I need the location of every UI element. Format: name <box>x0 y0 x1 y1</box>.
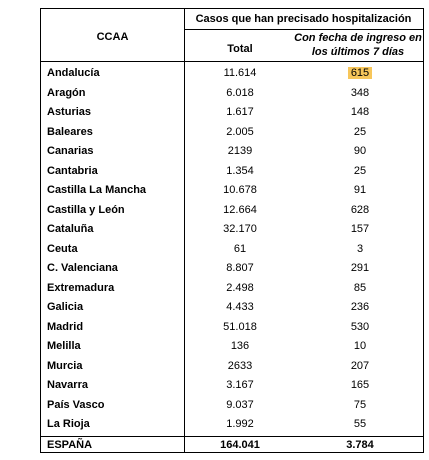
recent-value-text: 157 <box>350 223 370 235</box>
recent-value <box>296 399 424 411</box>
total-value: 136 <box>230 340 250 352</box>
region-name: Baleares <box>47 125 93 138</box>
total-value: 2.498 <box>226 281 254 294</box>
table-row <box>41 103 423 123</box>
table-row <box>41 220 423 240</box>
recent-value <box>296 106 424 118</box>
recent-value <box>296 126 424 138</box>
recent-value-text: 207 <box>350 359 370 372</box>
region-name: Castilla y León <box>47 203 125 216</box>
recent-value-text: 291 <box>350 262 370 274</box>
region-name: Andalucía <box>47 67 100 79</box>
region-name: Galicia <box>47 301 84 313</box>
recent-value <box>296 379 424 391</box>
table-row <box>41 123 423 143</box>
total-value: 1.992 <box>226 418 254 430</box>
group-header-rule <box>184 29 423 30</box>
total-value: 2633 <box>227 359 253 372</box>
total-value: 3.167 <box>226 379 254 391</box>
recent-value <box>296 360 424 372</box>
total-value: 61 <box>233 242 247 255</box>
total-value: 10.678 <box>223 184 257 196</box>
region-name: La Rioja <box>47 418 90 430</box>
recent-column-header <box>288 31 428 59</box>
table-row <box>41 396 423 416</box>
group-header: Casos que han precisado hospitalización <box>195 13 412 25</box>
total-value: 9.037 <box>226 398 254 411</box>
total-value: 11.614 <box>223 67 257 79</box>
region-name: País Vasco <box>47 398 105 411</box>
table-row <box>41 201 423 221</box>
recent-value <box>296 301 424 313</box>
recent-value <box>296 282 424 294</box>
hospitalization-table <box>40 8 424 453</box>
recent-value <box>296 321 424 333</box>
table-body <box>41 64 423 435</box>
region-name: Canarias <box>47 145 94 157</box>
recent-value-text: 25 <box>353 164 367 177</box>
recent-value <box>296 223 424 235</box>
total-value: 2.005 <box>226 125 254 138</box>
recent-value <box>296 243 424 255</box>
recent-value-text: 55 <box>353 418 367 430</box>
total-value: 51.018 <box>223 320 257 333</box>
total-value: 6.018 <box>226 86 254 99</box>
total-value: 4.433 <box>226 301 254 313</box>
table-row <box>41 240 423 260</box>
region-name: Extremadura <box>47 281 115 294</box>
recent-value-text: 530 <box>350 320 370 333</box>
recent-value <box>296 340 424 352</box>
region-name: Asturias <box>47 106 92 118</box>
region-name: Melilla <box>47 340 81 352</box>
table-row <box>41 337 423 357</box>
region-name: Navarra <box>47 379 88 391</box>
total-column-header: Total <box>227 43 253 55</box>
recent-value-text: 3 <box>356 242 364 255</box>
total-value: 12.664 <box>223 203 257 216</box>
recent-value <box>296 184 424 196</box>
recent-value-text: 628 <box>350 203 370 216</box>
total-value: 1.617 <box>226 106 254 118</box>
table-row <box>41 181 423 201</box>
table-row <box>41 318 423 338</box>
region-name: Castilla La Mancha <box>47 184 147 196</box>
recent-value <box>296 67 424 79</box>
recent-value-text: 25 <box>353 125 367 138</box>
recent-value-text: 348 <box>350 86 370 99</box>
recent-value-text: 148 <box>350 106 370 118</box>
recent-value-text: 615 <box>348 67 372 79</box>
table-row <box>41 84 423 104</box>
totals-name: ESPAÑA <box>47 439 93 451</box>
recent-value-text: 10 <box>353 340 367 352</box>
region-name: Cantabria <box>47 164 98 177</box>
region-name: Cataluña <box>47 223 94 235</box>
total-value: 8.807 <box>226 262 254 274</box>
region-name: Madrid <box>47 320 84 333</box>
table-row <box>41 298 423 318</box>
recent-value-text: 85 <box>353 281 367 294</box>
recent-value-text: 165 <box>350 379 370 391</box>
recent-value-text: 91 <box>353 184 367 196</box>
recent-value-text: 236 <box>350 301 370 313</box>
recent-value <box>296 204 424 216</box>
recent-column-header-line1: Con fecha de ingreso en <box>294 32 422 44</box>
table-row <box>41 376 423 396</box>
recent-value-text: 90 <box>353 145 367 157</box>
region-name: Aragón <box>47 86 86 99</box>
recent-value <box>296 262 424 274</box>
totals-total: 164.041 <box>220 439 260 451</box>
table-row <box>41 415 423 435</box>
table-row <box>41 162 423 182</box>
table-row <box>41 142 423 162</box>
recent-value <box>296 165 424 177</box>
totals-row <box>41 437 423 453</box>
total-value: 2139 <box>227 145 253 157</box>
recent-column-header-line2: los últimos 7 días <box>311 46 405 58</box>
recent-value-text: 75 <box>353 398 367 411</box>
totals-recent: 3.784 <box>346 439 374 451</box>
region-name: Murcia <box>47 359 83 372</box>
region-column-header: CCAA <box>96 31 129 43</box>
region-name: Ceuta <box>47 242 78 255</box>
recent-value <box>296 145 424 157</box>
total-value: 32.170 <box>223 223 257 235</box>
table-row <box>41 259 423 279</box>
header-rule <box>41 61 423 62</box>
recent-value <box>296 418 424 430</box>
region-name: C. Valenciana <box>47 262 118 274</box>
total-value: 1.354 <box>226 164 254 177</box>
table-row <box>41 64 423 84</box>
recent-value <box>296 87 424 99</box>
table-row <box>41 279 423 299</box>
table-row <box>41 357 423 377</box>
